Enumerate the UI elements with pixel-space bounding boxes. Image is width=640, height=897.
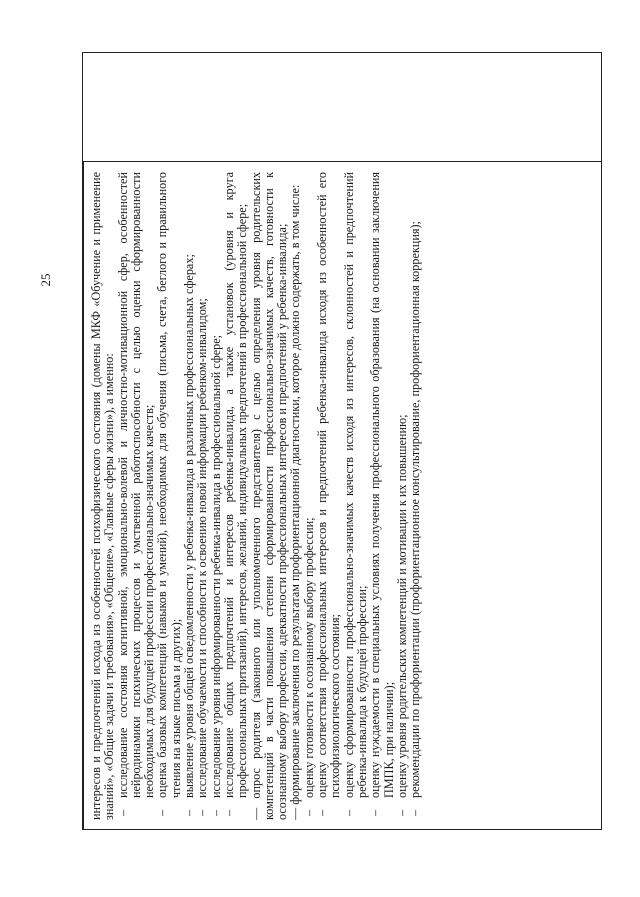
list-item <box>303 172 316 820</box>
list-dash: – <box>155 809 170 816</box>
list-item <box>156 172 183 820</box>
table-row-divider <box>83 161 601 162</box>
list-dash: – <box>208 809 223 816</box>
list-item-text: оценку сформированности профессионально-значимых качеств исходя из интересов, склонностей и предпочтений ребенка-инвалида к будущей профессии; <box>341 172 369 798</box>
list-item <box>343 172 370 820</box>
list-item <box>369 172 396 820</box>
list-item-text: исследование состояния когнитивной, эмоционально-волевой и личностно-мотивационной сфер, особенностей нейродинамики психических процессов и умственной работоспособности с целью оценки сформированности необходимых для будущей профессии профессионально-значимых качеств; <box>115 172 157 798</box>
list-item <box>196 172 209 820</box>
intro-paragraph: интересов и предпочтений исхода из особенностей психофизического состояния (домены МКФ «Обучение и применение знаний», «Общие задачи и требования», «Общение», «Главные сферы жизни»), а именно: <box>89 172 117 820</box>
list-item <box>396 172 409 820</box>
list-item <box>117 172 157 820</box>
list-item-text: оценку готовности к осознанному выбору профессии; <box>301 517 316 798</box>
list-dash: – <box>368 809 383 816</box>
list-item-text: оценку нуждаемости в специальных условиях получения профессионального образования (на основании заключения ПМПК, при наличии); <box>368 172 396 798</box>
list-dash: – <box>394 809 409 816</box>
list-dash: – <box>115 809 130 816</box>
list-item-text: исследование обучаемости и способности к освоению новой информации ребенком-инвалидом; <box>195 298 210 798</box>
list-item <box>316 172 343 820</box>
list-item-text: выявление уровня общей осведомленности у ребенка-инвалида в различных профессиональных сферах; <box>182 254 197 798</box>
list-item <box>210 172 223 820</box>
table-cell-text <box>86 166 598 826</box>
list-item-text: оценку соответствия профессиональных интересов и предпочтений ребенка-инвалида исходя из особенностей его психофизиологического состояния; <box>315 172 343 798</box>
conclusion-paragraph: — формирование заключения по результатам профориентационной диагностики, которое должно содержать, в том числе: <box>288 184 303 820</box>
list-item-text: исследование уровня информированности ребенка-инвалида в профессиональной сфере; <box>208 334 223 798</box>
list-item <box>223 172 250 820</box>
list-dash: – <box>408 809 423 816</box>
list-dash: – <box>182 809 197 816</box>
list-item-text: оценку уровня родительских компетенций и мотивации к их повышению; <box>394 414 409 798</box>
list-dash: – <box>301 809 316 816</box>
table-column-divider <box>83 161 84 829</box>
list-dash: – <box>221 809 236 816</box>
list-dash: – <box>341 809 356 816</box>
page-number: 25 <box>38 273 53 287</box>
list-dash: – <box>195 809 210 816</box>
list-item <box>183 172 196 820</box>
list-item-text: рекомендации по профориентации (профориентационное консультирование, профориентационная коррекция); <box>408 221 423 798</box>
list-item <box>409 172 422 820</box>
list-dash: – <box>315 809 330 816</box>
list-item-text: оценка базовых компетенций (навыков и умений), необходимых для обучения (письма, счета, беглого и правильного чтения на языке письма и других); <box>155 172 183 798</box>
parents-survey-paragraph: — опрос родителя (законного или уполномоченного представителя) с целью определения уровня родительских компетенций в части повышения степени сформированности профессионально-значимых качеств, готовности к осознанному выбору профессии, адекватности профессиональных интересов и предпочтений у ребенка-инвалида; <box>248 172 290 820</box>
list-item-text: исследование общих предпочтений и интересов ребенка-инвалида, а также установок (уровня и круга профессиональных притязаний), интересов, желаний, индивидуальных предпочтений в профессиональной сфере; <box>221 172 250 798</box>
